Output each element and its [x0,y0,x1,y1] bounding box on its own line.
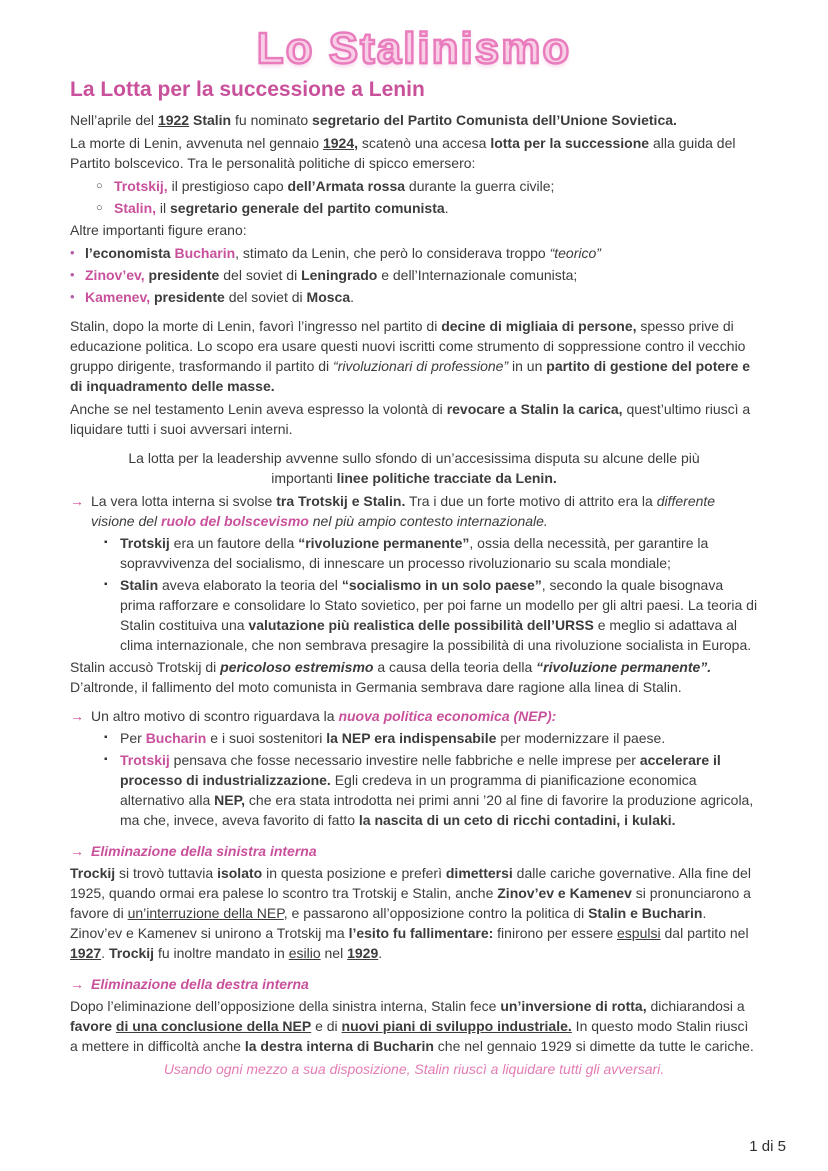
list-item-text [91,706,758,726]
text-run: differente visione del [91,493,716,529]
text-run: Kamenev, [85,289,151,305]
list-item-text [120,750,758,830]
text-run: Zinov’ev e Kamenev [497,885,632,901]
text-run: La lotta per la leadership avvenne sullo sfondo di un’accesissima disputa su alcune delle più importanti [128,450,700,486]
text-run: si trovò tuttavia [115,865,218,881]
text-run: Nell’aprile del [70,112,158,128]
text-run: Trotskij [120,535,170,551]
text-run: nel [320,945,348,961]
text-run: “socialismo in un solo paese” [341,577,542,593]
text-run: pericoloso estremismo [220,659,374,675]
text-run: Stalin [192,112,232,128]
text-run: pensava che fosse necessario investire nelle fabbriche e nelle imprese per [169,752,640,768]
circle-bullet-icon: ○ [96,180,103,192]
text-run: Per [120,730,146,746]
text-run: la destra interna di Bucharin [244,1038,434,1054]
text-run: , e passarono all’opposizione contro la politica di [283,905,589,921]
list-item-text [85,265,758,285]
list-item [70,265,758,285]
text-run: linee politiche tracciate da Lenin. [336,470,557,486]
square-bullet-icon: ▪ [104,732,108,743]
text-run: , ossia della necessità, per garantire la sopravvivenza del socialismo, di innescare un processo rivoluzionario su scala mondiale; [120,535,709,571]
list-item-text [85,243,758,263]
list-item-text [120,575,758,655]
arrow-item [70,706,758,726]
text-run: NEP, [214,792,246,808]
text-run: era un fautore della [169,535,299,551]
sub-list-item [70,728,758,748]
paragraph [70,399,758,439]
text-run: Trotskij [120,752,170,768]
dot-bullet-icon: • [70,289,75,304]
text-run: a causa della teoria della [373,659,537,675]
paragraph [70,657,758,697]
square-bullet-icon: ▪ [104,754,108,765]
text-run: Anche se nel testamento Lenin aveva espresso la volontà di [70,401,447,417]
text-run: , secondo la quale bisognava prima rafforzare e consolidare lo Stato sovietico, per poi farne un modello per gli altri paesi. La teoria di Stalin costituiva una [120,577,758,633]
list-item-text [85,287,758,307]
text-run: per modernizzare il paese. [496,730,666,746]
text-run: “rivoluzione permanente” [298,535,470,551]
text-run: dimettersi [445,865,513,881]
list-item-text [91,491,758,531]
text-run: Bucharin [145,730,207,746]
arrow-icon: → [70,843,84,859]
text-run: un’inversione di rotta, [500,998,647,1014]
arrow-icon: → [70,976,84,992]
dot-bullet-icon: • [70,267,75,282]
text-run: Dopo l’eliminazione dell’opposizione della sinistra interna, Stalin fece [70,998,501,1014]
text-run: e dell’Internazionale comunista; [377,267,578,283]
text-run: fu nominato [231,112,313,128]
text-run: nuova politica economica [338,708,510,724]
text-run: Leningrado [301,267,378,283]
text-run: La vera lotta interna si svolse [91,493,277,509]
text-run: 1922 [157,112,190,128]
text-run: accelerare il processo di industrializzazione. [120,752,721,788]
text-run: il [156,200,171,216]
arrow-icon: → [70,493,84,509]
text-run: di una conclusione della NEP [115,1018,312,1034]
text-run: lotta per la successione [490,135,650,151]
text-run: in questa posizione e preferì [262,865,446,881]
document-title: Lo Stalinismo [256,24,572,73]
text-run: . Zinov’ev e Kamenev si unirono a Trotskij ma [70,905,707,941]
text-run: segretario generale del partito comunista [170,200,445,216]
text-run: partito di gestione del potere e di inquadramento delle masse. [70,358,751,394]
text-run: del soviet di [219,267,302,283]
text-run: la nascita di un ceto di ricchi contadini, i kulaki. [358,812,676,828]
text-run: nel più ampio contesto internazionale. [308,513,548,529]
text-run: espulsi [617,925,661,941]
square-bullet-icon: ▪ [104,537,108,548]
text-run: alla guida del Partito bolscevico. Tra le personalità politiche di spicco emersero: [70,135,736,171]
list-item [70,176,758,196]
text-run: Stalin accusò Trotskij di [70,659,221,675]
paragraph [70,863,758,963]
text-run: Stalin, dopo la morte di Lenin, favorì l’ingresso nel partito di [70,318,442,334]
text-run: Egli credeva in un programma di pianificazione economica alternativo alla [120,772,697,808]
text-run: Trockij [108,945,155,961]
page-number: 1 di 5 [749,1138,786,1155]
text-run: che era stata introdotta nei primi anni ’20 al fine di favorire la produzione agricola, ma che, invece, aveva favorito di fatto [120,792,754,828]
text-run: dell’Armata rossa [287,178,406,194]
text-run: In questo modo Stalin riuscì a mettere in difficoltà anche [70,1018,749,1054]
text-run: Un altro motivo di scontro riguardava la [91,708,339,724]
text-run: e meglio si adattava al clima internazionale, che non sembrava presagire la possibilità di una rivoluzione socialista in Europa. [120,617,752,653]
text-run: dichiarandosi a [646,998,745,1014]
text-run: . [101,945,109,961]
text-run: spesso prive di educazione politica. Lo scopo era usare questi nuovi iscritti come strumento di soppressione contro il vecchio gruppo dirigente, trasformando il partito di [70,318,746,374]
subsection-heading-left [70,841,758,861]
text-run: Stalin, [114,200,157,216]
text-run: nuovi piani di sviluppo industriale. [341,1018,572,1034]
paragraph [70,996,758,1056]
text-run: “teorico” [549,245,601,261]
text-run: “rivoluzione permanente”. [536,659,712,675]
text-run: in un [508,358,547,374]
list-item-text [114,176,758,196]
text-run: del soviet di [224,289,307,305]
section-heading: La Lotta per la successione a Lenin [70,78,425,101]
list-item [70,243,758,263]
text-run: Mosca [306,289,351,305]
paragraph-centered [70,448,758,488]
subsection-heading-text: Eliminazione della sinistra interna [91,843,317,859]
text-run: dal partito nel [660,925,749,941]
sub-list-item [70,750,758,830]
text-run: Stalin [120,577,159,593]
text-run: dalle cariche governative. Alla fine del 1925, quando ormai era palese lo scontro tra Trotskij e Stalin, anche [70,865,751,901]
dot-bullet-icon: • [70,245,75,260]
text-run: l’esito fu fallimentare: [348,925,494,941]
text-run: il prestigioso capo [167,178,288,194]
text-run: scatenò una accesa [358,135,491,151]
square-bullet-icon: ▪ [104,579,108,590]
text-run: Tra i due un forte motivo di attrito era la [405,493,657,509]
closing-note [70,1059,758,1079]
text-run: favore [70,1018,116,1034]
text-run: Trotskij, [114,178,168,194]
text-run: 1929 [347,945,379,961]
text-run: revocare a Stalin la carica, [446,401,623,417]
text-run: esilio [288,945,321,961]
text-run: (NEP): [513,708,557,724]
text-run: segretario del Partito Comunista dell’Unione Sovietica. [312,112,677,128]
text-run: un’interruzione della NEP [127,905,284,921]
list-item-text [120,533,758,573]
text-run: presidente [144,267,220,283]
text-run: La morte di Lenin, avvenuta nel gennaio [70,135,323,151]
sub-list-item [70,575,758,655]
text-run: 1924, [322,135,359,151]
text-run: D’altronde, il fallimento del moto comunista in Germania sembrava dare ragione alla linea di Stalin. [70,679,682,695]
text-run: . [444,200,449,216]
arrow-item [70,491,758,531]
list-item-text [120,728,758,748]
text-run: Bucharin [174,245,236,261]
subsection-heading-text: Eliminazione della destra interna [91,976,309,992]
text-run: presidente [150,289,225,305]
text-run: finirono per essere [493,925,618,941]
text-run: durante la guerra civile; [405,178,555,194]
text-run: ruolo del bolscevismo [161,513,309,529]
text-run: Trockij [70,865,116,881]
list-item-text [114,198,758,218]
list-item [70,287,758,307]
text-run: quest’ultimo riuscì a liquidare tutti i suoi avversari interni. [70,401,751,437]
paragraph-intro [70,110,758,130]
text-run: Usando ogni mezzo a sua disposizione, Stalin riuscì a liquidare tutti gli avversari. [163,1061,665,1077]
text-run: . [350,289,354,305]
text-run: e di [311,1018,342,1034]
text-run: , stimato da Lenin, che però lo considerava troppo [235,245,550,261]
text-run: che nel gennaio 1929 si dimette da tutte le cariche. [433,1038,754,1054]
text-run: fu inoltre mandato in [154,945,289,961]
text-run: 1927 [70,945,102,961]
text-run: la NEP era indispensabile [326,730,497,746]
text-run: valutazione più realistica delle possibilità dell’URSS [248,617,594,633]
paragraph [70,220,758,240]
text-run: Stalin e Bucharin [588,905,703,921]
text-run: “rivoluzionari di professione” [333,358,509,374]
text-run: Zinov’ev, [85,267,145,283]
arrow-icon: → [70,708,84,724]
text-run: aveva elaborato la teoria del [158,577,342,593]
text-run: decine di migliaia di persone, [441,318,637,334]
text-run: isolato [217,865,263,881]
sub-list-item [70,533,758,573]
paragraph [70,133,758,173]
paragraph [70,316,758,396]
text-run: si pronunciarono a favore di [70,885,751,921]
subsection-heading-right [70,974,758,994]
text-run: l’economista [85,245,175,261]
text-run: . [378,945,383,961]
list-item [70,198,758,218]
text-run: tra Trotskij e Stalin. [276,493,406,509]
text-run: e i suoi sostenitori [206,730,327,746]
text-run: Altre importanti figure erano: [70,222,247,238]
circle-bullet-icon: ○ [96,202,103,214]
